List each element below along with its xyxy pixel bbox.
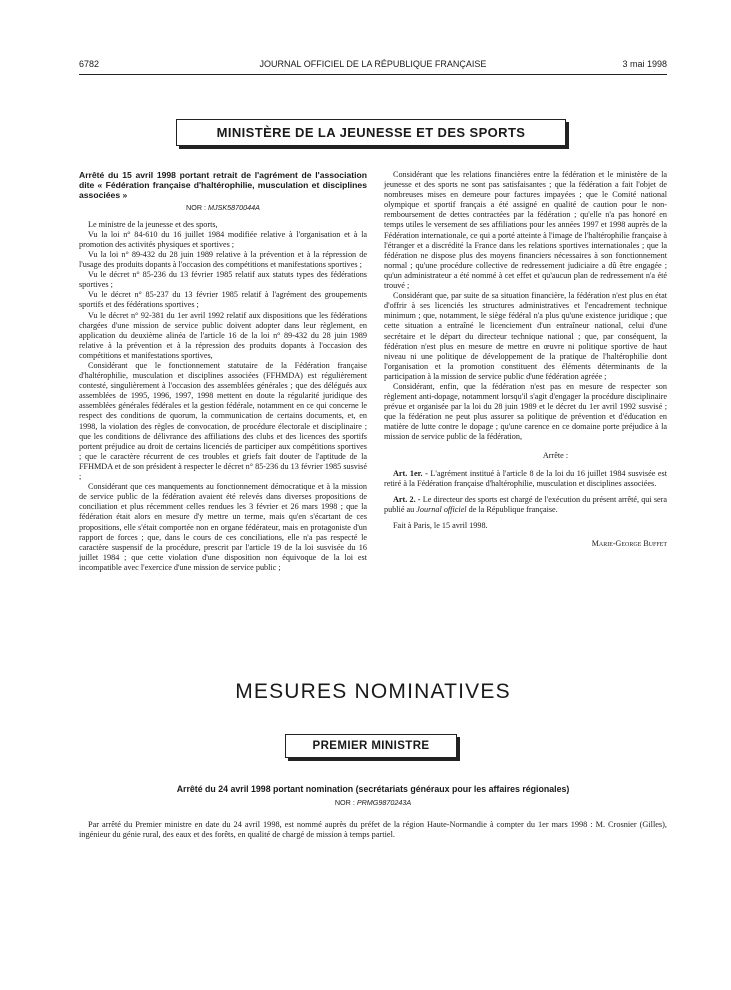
paragraph: Considérant que, par suite de sa situation financière, la fédération n'est plus en état d'offrir à ses licenciés les structures administratives et l'encadrement technique minimum ; que, notamment, le siège fédéral n'a plus qu'une existence juridique ; que cette situation a entraîné le licenciement d'un entraîneur national, celui d'une secrétaire et le départ du directeur technique national ; que, par conséquent, la fédération n'est plus en mesure de mettre en œuvre ni politique sportive de haut niveau ni une politique de développement de la pratique de l'haltérophilie dont l'organisation et la promotion constituent des éléments déterminants de la participation à la mission de service public d'une fédération agréée ; (384, 291, 667, 381)
section-title: MESURES NOMINATIVES (235, 680, 511, 703)
arrete2-body (79, 820, 667, 840)
journal-title: JOURNAL OFFICIEL DE LA RÉPUBLIQUE FRANÇAISE (259, 59, 487, 69)
article-1-label: Art. 1er. - (393, 468, 428, 478)
right-column (384, 170, 667, 549)
arrete-title: Arrêté du 15 avril 1998 portant retrait de l'agrément de l'association dite « Fédération française d'haltérophilie, musculation et disciplines associées » (79, 170, 367, 201)
article-2: Art. 2. - Le directeur des sports est chargé de l'exécution du présent arrêté, qui sera publié au Journal officiel de la République française. (384, 494, 668, 514)
paragraph: Considérant, enfin, que la fédération n'est pas en mesure de respecter son règlement anti-dopage, notamment lorsqu'il s'agit d'engager la procédure disciplinaire prévue et organisée par la loi du 28 juin 1989 et le décret du 1er avril 1992 susvisé ; que la fédération ne peut plus assurer sa politique de prévention et d'éducation en matière de lutte contre le dopage ; qu'une carence en ce domaine porte préjudice à la mission de service public de la fédération, (384, 381, 667, 442)
running-header (79, 59, 667, 73)
premier-ministre-title: PREMIER MINISTRE (285, 734, 457, 758)
ministry-title: MINISTÈRE DE LA JEUNESSE ET DES SPORTS (176, 119, 566, 146)
paragraph: Le ministre de la jeunesse et des sports, (88, 219, 218, 229)
nor-code: MJSK5870044A (208, 202, 260, 212)
issue-date: 3 mai 1998 (622, 59, 667, 69)
paragraph: Par arrêté du Premier ministre en date du 24 avril 1998, est nommé auprès du préfet de la région Haute-Normandie à compter du 1er mars 1998 : M. Crosnier (Gilles), ingénieur du génie rural, des eaux et des forêts, en qualité de chargé de mission à temps partiel. (79, 820, 667, 840)
journal-officiel: Journal officiel (416, 504, 467, 514)
article-1: Art. 1er. - L'agrément institué à l'article 8 de la loi du 16 juillet 1984 susvisée est retiré à la Fédération française d'haltérophilie, musculation et disciplines associées. (384, 468, 668, 488)
nor2-code: PRMG9870243A (356, 798, 412, 807)
arrete2-title: Arrêté du 24 avril 1998 portant nomination (secrétariats généraux pour les affaires régionales) (176, 784, 570, 794)
nor-reference: NOR : MJSK5870044A (186, 202, 260, 212)
paragraph: Considérant que le fonctionnement statutaire de la Fédération française d'haltérophilie, musculation et disciplines associées (FFHMDA) est régulièrement contesté, singulièrement à l'occasion des assemblées générales ; que des délégués aux assemblées de 1995, 1996, 1997, 1998 mettent en doute la régularité juridique des assemblées générales fédérales et la gestion fédérale, notamment en ce qui concerne le respect des conditions de quorum, la communication de certains documents, et, en 1998, la violation des règles de convocation, de procédure électorale et disciplinaire ; que les conditions de délivrance des affiliations des clubs et des licences des sportifs portent préjudice au droit de certains licenciés de participer aux compétitions sportives ; que le caractère récurrent de ces troubles et griefs fait douter de l'aptitude de la FFHMDA et de son président à respecter le décret n° 85-236 du 13 février 1985 susvisé ; (79, 361, 367, 482)
left-column (79, 170, 367, 573)
arrete-word: Arrête : (542, 450, 569, 460)
paragraph: Vu la loi n° 89-432 du 28 juin 1989 relative à la prévention et à la répression de l'usage des produits dopants à l'occasion des compétitions et manifestations sportives ; (79, 249, 367, 270)
nor2-reference: NOR : PRMG9870243A (334, 798, 412, 807)
article-2-label: Art. 2. - (393, 494, 421, 504)
page-number: 6782 (79, 59, 100, 69)
paragraph: Considérant que les relations financières entre la fédération et le ministère de la jeunesse et des sports ne sont pas satisfaisantes ; que la fédération a fait l'objet de nombreuses mises en demeure pour factures impayées ; que le Comité national olympique et sportif français a été assigné en qualité de caution pour le non-remboursement de dettes contractées par la fédération ; qu'elle n'a pas honoré en temps utiles le versement de ses affiliations pour les années 1997 et 1998 auprès de la Fédération internationale, ce qui a porté atteinte à l'image de l'haltérophilie française à l'étranger et a discrédité la France dans les relations sportives internationales ; que la fédération ne dispose plus des moyens financiers nécessaires à son fonctionnement normal ; qu'une procédure collective de redressement judiciaire a dû être engagée ; qu'un administrateur a été nommé à cet effet et qu'aucun plan de redressement n'a été trouvé ; (384, 170, 667, 291)
header-rule (79, 74, 667, 75)
paragraph: Vu le décret n° 85-236 du 13 février 1985 relatif aux statuts types des fédérations sportives ; (79, 270, 367, 290)
paragraph: Vu le décret n° 85-237 du 13 février 1985 relatif à l'agrément des groupements sportifs et des fédérations sportives ; (79, 290, 367, 310)
paragraph: Considérant que ces manquements au fonctionnement démocratique et à la mission de service public de la fédération avaient été relevés dans diverses propositions de conciliation et plus récemment celles rendues les 3 février et 26 mars 1998 ; que la fédération était alors en mesure d'y mettre un terme, mais qu'en s'écartant de ces propositions, elle s'était comportée non en organe fédérateur, mais en protagoniste d'un rapport de forces ; que, dans le cours de ces conciliations, elle n'a pas respecté le caractère suspensif de la procédure, prescrit par l'article 19 de la loi susvisée du 16 juillet 1984 ; que cette violation d'une disposition non équivoque de la loi est incompatible avec l'exercice d'une mission de service public ; (79, 482, 367, 572)
signature: Marie-George Buffet (591, 539, 667, 549)
paragraph: Vu la loi n° 84-610 du 16 juillet 1984 modifiée relative à l'organisation et à la promotion des activités physiques et sportives ; (79, 229, 367, 249)
paragraph: Vu le décret n° 92-381 du 1er avril 1992 relatif aux dispositions que les fédérations chargées d'une mission de service public doivent adopter dans leur règlement, en application du deuxième alinéa de l'article 16 de la loi n° 89-432 du 28 juin 1989 relative à la prévention et à la répression des produits dopants à l'occasion des compétitions et manifestations sportives, (79, 310, 367, 360)
place-date: Fait à Paris, le 15 avril 1998. (393, 521, 488, 530)
